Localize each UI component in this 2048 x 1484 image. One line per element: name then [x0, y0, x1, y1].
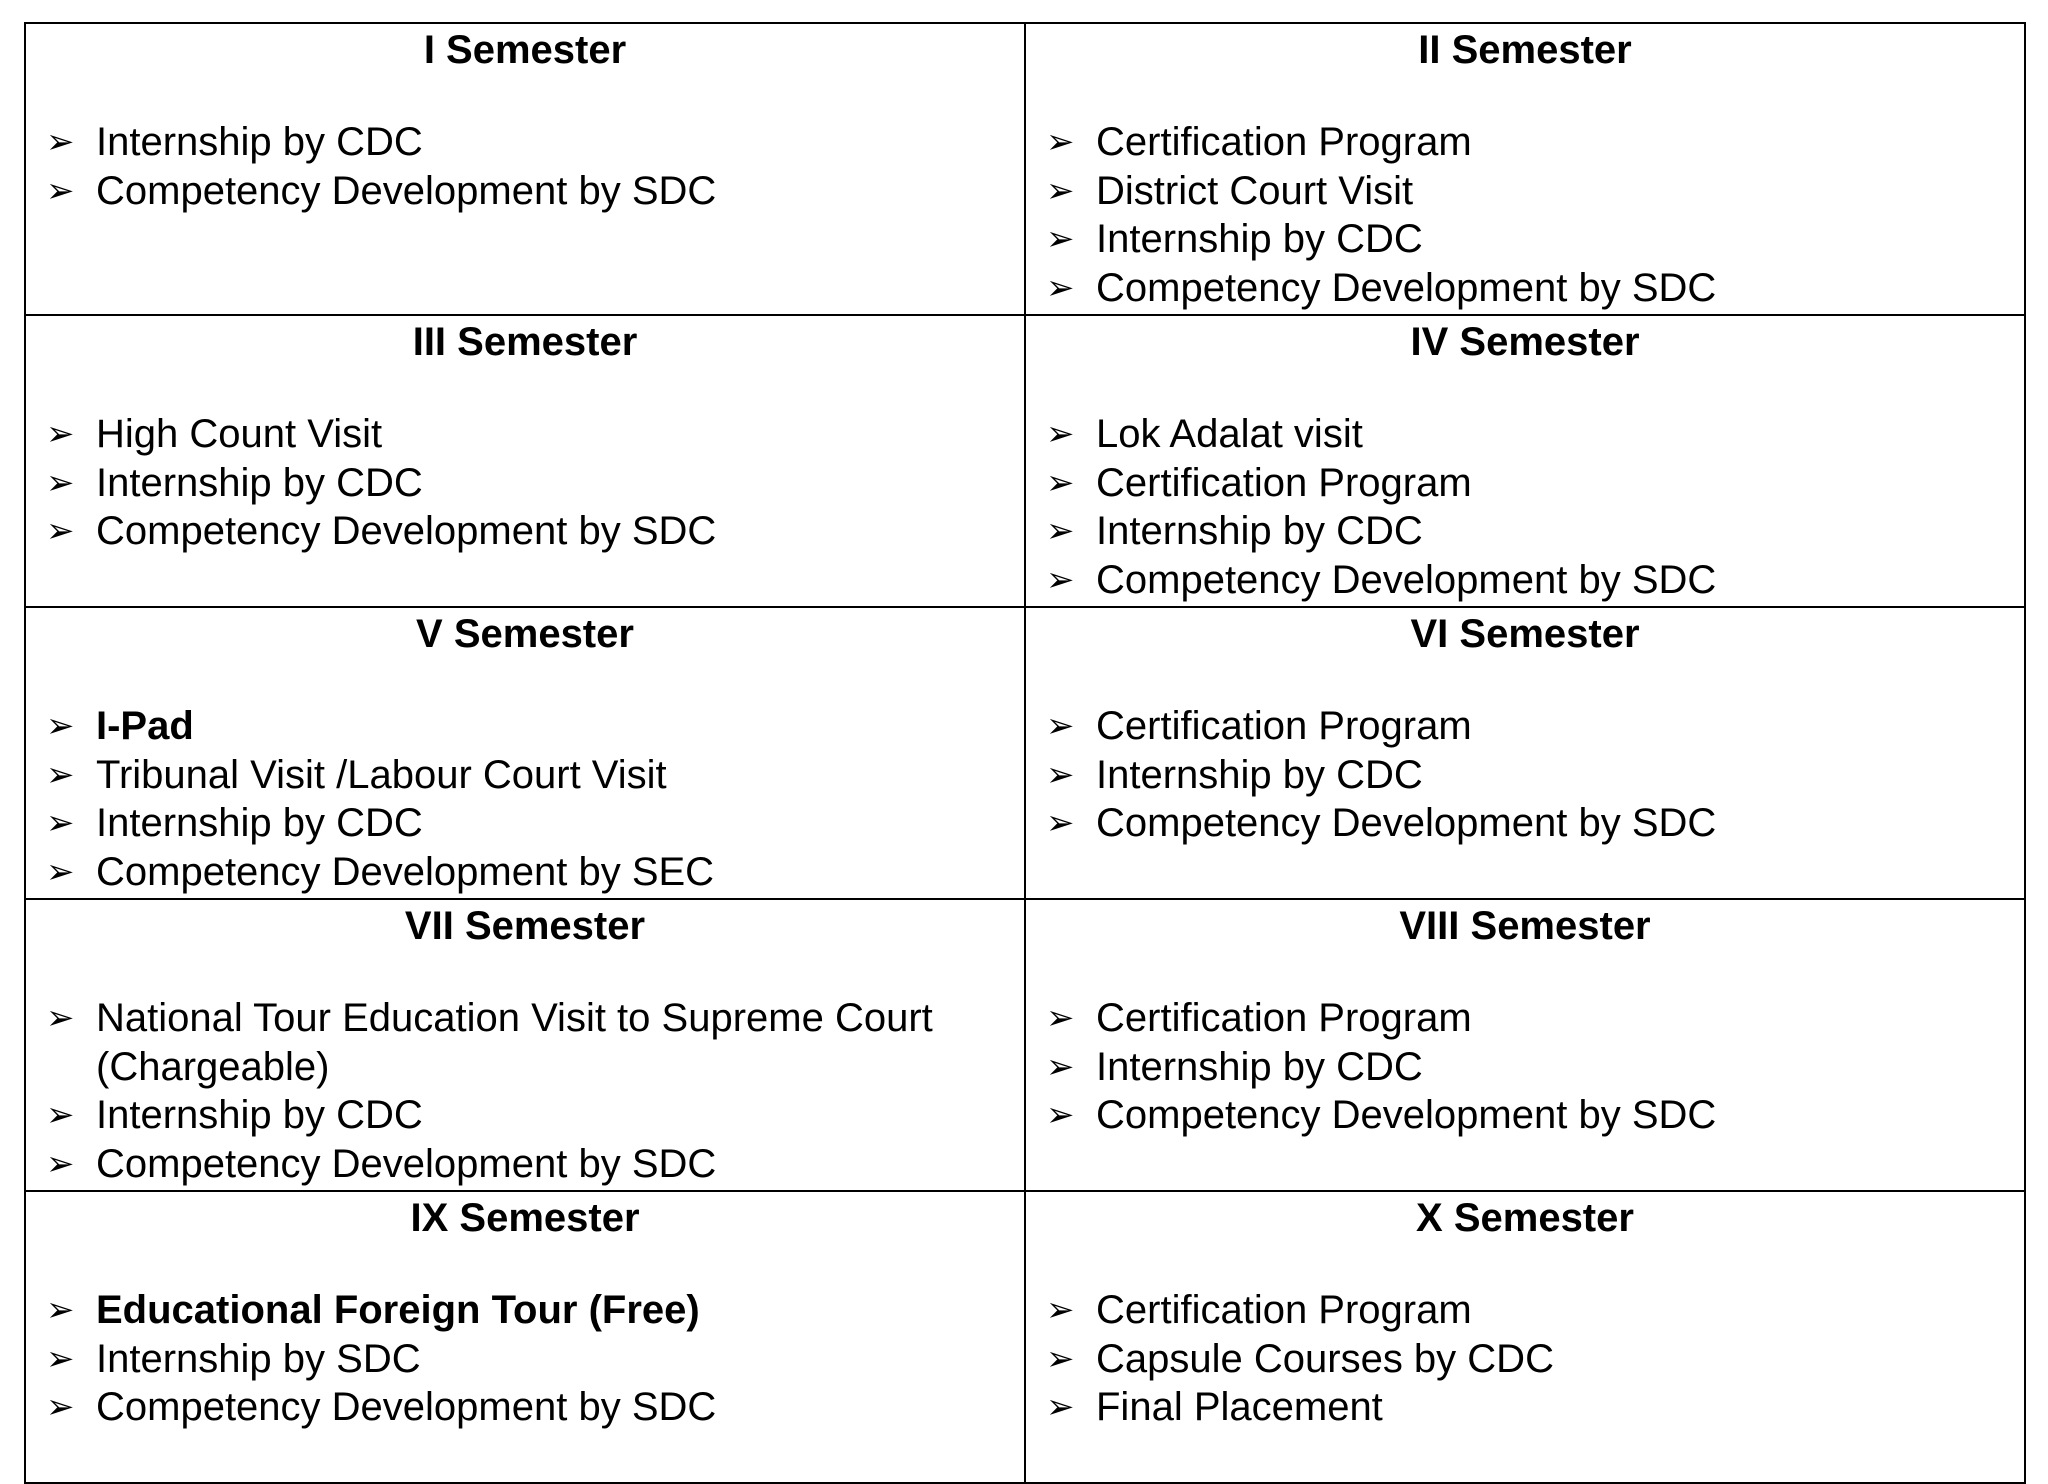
- activity-item: [1046, 410, 2004, 459]
- activity-item: [46, 167, 1004, 216]
- activity-item: [1046, 1091, 2004, 1140]
- activity-text: Competency Development by SDC: [96, 1141, 717, 1186]
- semester-title: X Semester: [1416, 1196, 1634, 1240]
- activity-item: [46, 702, 1004, 751]
- arrowhead-bullet-icon: ➢: [1046, 1291, 1075, 1329]
- semester-title: II Semester: [1418, 28, 1632, 72]
- activity-item: [1046, 507, 2004, 556]
- activity-text: Internship by SDC: [96, 1336, 421, 1381]
- activity-item: [46, 799, 1004, 848]
- activity-item: [1046, 1043, 2004, 1092]
- arrowhead-bullet-icon: ➢: [46, 755, 75, 794]
- semester-cell: [1026, 608, 2026, 900]
- arrowhead-bullet-icon: ➢: [1046, 755, 1075, 794]
- activity-list: [46, 1286, 1004, 1432]
- activity-item: [46, 1091, 1004, 1140]
- semester-cell: [26, 900, 1026, 1192]
- activity-text: Competency Development by SDC: [1096, 557, 1717, 602]
- activity-item: [1046, 1286, 2004, 1335]
- arrowhead-bullet-icon: ➢: [1046, 463, 1075, 502]
- activity-item: [1046, 994, 2004, 1043]
- activity-text: Certification Program: [1096, 704, 1472, 748]
- arrowhead-bullet-icon: ➢: [1046, 1047, 1075, 1086]
- activity-text: Certification Program: [1096, 120, 1472, 164]
- activity-item: [1046, 556, 2004, 605]
- arrowhead-bullet-icon: ➢: [1046, 560, 1075, 599]
- activity-text: Competency Development by SDC: [96, 1385, 717, 1429]
- semester-cell: [26, 24, 1026, 316]
- semester-title: VII Semester: [404, 904, 646, 948]
- activity-item: [1046, 1383, 2004, 1432]
- activity-text: Competency Development by SDC: [1096, 265, 1717, 310]
- activity-text: Internship by CDC: [1096, 509, 1423, 553]
- arrowhead-bullet-icon: ➢: [46, 463, 75, 502]
- activity-item: [1046, 459, 2004, 508]
- activity-text: I-Pad: [96, 704, 194, 748]
- semester-title: III Semester: [412, 320, 638, 364]
- semester-title: IV Semester: [1410, 320, 1640, 364]
- arrowhead-bullet-icon: ➢: [1046, 1388, 1075, 1426]
- semester-cell: [1026, 24, 2026, 316]
- activity-text: Tribunal Visit /Labour Court Visit: [96, 752, 667, 797]
- arrowhead-bullet-icon: ➢: [1046, 1339, 1075, 1378]
- arrowhead-bullet-icon: ➢: [46, 1144, 75, 1183]
- activity-item: [46, 1335, 1004, 1384]
- arrowhead-bullet-icon: ➢: [1046, 415, 1075, 453]
- semester-title: V Semester: [416, 612, 634, 656]
- activity-item: [46, 848, 1004, 897]
- arrowhead-bullet-icon: ➢: [1046, 707, 1075, 745]
- semester-cell: [26, 608, 1026, 900]
- activity-item: [1046, 1335, 2004, 1384]
- arrowhead-bullet-icon: ➢: [46, 1096, 75, 1134]
- activity-item: [46, 118, 1004, 167]
- activity-text: Certification Program: [1096, 460, 1472, 505]
- activity-item: [46, 459, 1004, 508]
- arrowhead-bullet-icon: ➢: [1046, 220, 1075, 258]
- activity-text: Competency Development by SDC: [1096, 801, 1717, 845]
- arrowhead-bullet-icon: ➢: [1046, 1096, 1075, 1134]
- activity-list: [46, 118, 1004, 215]
- activity-list: [46, 410, 1004, 556]
- activity-text: Certification Program: [1096, 1288, 1472, 1332]
- activity-text: Lok Adalat visit: [1096, 412, 1363, 456]
- activity-text: National Tour Education Visit to Supreme Court (Chargeable): [96, 996, 933, 1089]
- activity-text: Competency Development by SDC: [96, 168, 717, 213]
- activity-text: Internship by CDC: [96, 801, 423, 845]
- arrowhead-bullet-icon: ➢: [1046, 268, 1075, 307]
- activity-list: [1046, 702, 2004, 848]
- activity-item: [46, 507, 1004, 556]
- activity-item: [1046, 264, 2004, 313]
- semester-cell: [1026, 900, 2026, 1192]
- arrowhead-bullet-icon: ➢: [46, 415, 75, 453]
- arrowhead-bullet-icon: ➢: [46, 707, 75, 745]
- activity-item: [1046, 702, 2004, 751]
- arrowhead-bullet-icon: ➢: [46, 999, 75, 1037]
- activity-text: Capsule Courses by CDC: [1096, 1336, 1554, 1381]
- activity-item: [1046, 215, 2004, 264]
- activity-text: Internship by CDC: [96, 120, 423, 164]
- arrowhead-bullet-icon: ➢: [46, 1291, 75, 1329]
- activity-item: [46, 1383, 1004, 1432]
- semester-activities-table: [24, 22, 2026, 1484]
- arrowhead-bullet-icon: ➢: [46, 804, 75, 842]
- semester-cell: [1026, 1192, 2026, 1484]
- semester-cell: [26, 316, 1026, 608]
- arrowhead-bullet-icon: ➢: [1046, 804, 1075, 842]
- arrowhead-bullet-icon: ➢: [46, 123, 75, 161]
- activity-item: [1046, 799, 2004, 848]
- arrowhead-bullet-icon: ➢: [46, 1388, 75, 1426]
- activity-item: [1046, 751, 2004, 800]
- activity-item: [1046, 118, 2004, 167]
- activity-list: [46, 994, 1004, 1188]
- activity-list: [1046, 410, 2004, 604]
- activity-text: Certification Program: [1096, 996, 1472, 1040]
- semester-cell: [1026, 316, 2026, 608]
- arrowhead-bullet-icon: ➢: [46, 512, 75, 550]
- arrowhead-bullet-icon: ➢: [1046, 999, 1075, 1037]
- semester-title: VI Semester: [1410, 612, 1640, 656]
- arrowhead-bullet-icon: ➢: [46, 852, 75, 891]
- activity-item: [46, 1286, 1004, 1335]
- semester-title: VIII Semester: [1399, 904, 1651, 948]
- arrowhead-bullet-icon: ➢: [1046, 171, 1075, 210]
- activity-text: Internship by CDC: [1096, 752, 1423, 797]
- activity-text: Internship by CDC: [1096, 217, 1423, 261]
- semester-title: IX Semester: [410, 1196, 640, 1240]
- activity-list: [1046, 994, 2004, 1140]
- arrowhead-bullet-icon: ➢: [46, 171, 75, 210]
- activity-text: Internship by CDC: [96, 460, 423, 505]
- activity-text: Educational Foreign Tour (Free): [96, 1288, 700, 1332]
- activity-text: Competency Development by SDC: [1096, 1093, 1717, 1137]
- activity-text: Competency Development by SDC: [96, 509, 717, 553]
- activity-item: [46, 410, 1004, 459]
- activity-text: Internship by CDC: [1096, 1044, 1423, 1089]
- semester-cell: [26, 1192, 1026, 1484]
- arrowhead-bullet-icon: ➢: [46, 1339, 75, 1378]
- activity-item: [46, 751, 1004, 800]
- activity-text: Competency Development by SEC: [96, 849, 715, 894]
- arrowhead-bullet-icon: ➢: [1046, 123, 1075, 161]
- activity-list: [46, 702, 1004, 896]
- arrowhead-bullet-icon: ➢: [1046, 512, 1075, 550]
- semester-title: I Semester: [423, 28, 627, 72]
- activity-item: [46, 994, 1004, 1091]
- activity-list: [1046, 118, 2004, 312]
- activity-text: Final Placement: [1096, 1385, 1383, 1429]
- activity-item: [1046, 167, 2004, 216]
- activity-text: Internship by CDC: [96, 1093, 423, 1137]
- activity-item: [46, 1140, 1004, 1189]
- activity-text: High Count Visit: [96, 412, 383, 456]
- activity-text: District Court Visit: [1096, 168, 1414, 213]
- activity-list: [1046, 1286, 2004, 1432]
